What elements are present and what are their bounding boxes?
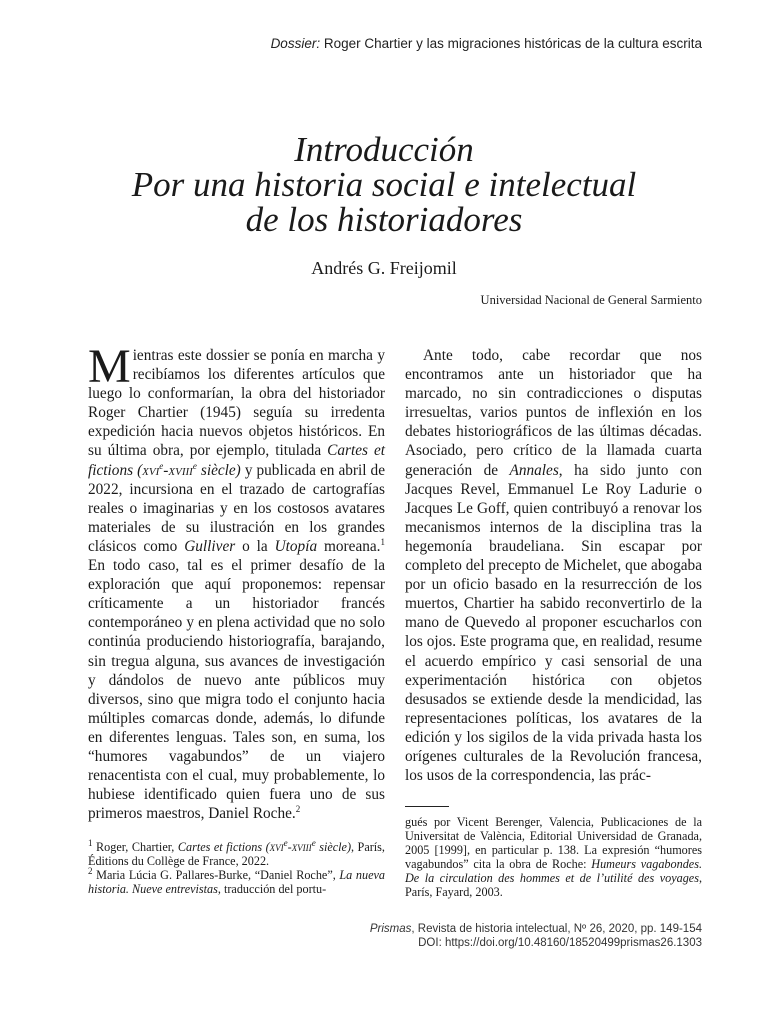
title-line-3: de los historiadores: [245, 200, 523, 239]
title-line-1: Introducción: [294, 130, 474, 169]
running-header: [271, 36, 702, 51]
footnote-divider: [405, 806, 449, 807]
footnote-1: $^1$ Roger, Chartier, Cartes et fictions (xvi$^e$-xviii$^e$ siècle), París, Éditions du Collège de France, 2022.: [88, 837, 385, 868]
text-run: moreana.: [317, 537, 381, 555]
text-run: , ha sido junto con Jacques Revel, Emmanuel Le Roy Ladurie o Jacques Le Goff, quien contribuyó a renovar los mecanismos internos de la disciplina tras la hegemonía braudeliana. Sin escapar por completo del precepto de Michelet, que abogaba por un oficio basado en la resurrección de los muertos, Chartier ha sabido reconvertirlo de la mano de Quevedo al proponer escucharlos con los ojos. Este programa que, en realidad, resume el acuerdo empírico y casi sensorial de una experimentación histórica con objetos desusados se extiende desde la mendicidad, las representaciones políticas, los avatares de la edición y los sigilos de la vida privada hasta los orígenes culturales de la Revolución francesa, los usos de la correspondencia, las prác-: [405, 461, 703, 785]
text-run: o la: [235, 537, 275, 555]
doi-link[interactable]: DOI: https://doi.org/10.48160/18520499prismas26.1303: [418, 937, 702, 949]
journal-name: Prismas: [369, 923, 412, 935]
work-title-utopia: Utopía: [274, 537, 318, 555]
footnote-2-continued: gués por Vicent Berenger, Valencia, Publicaciones de la Universitat de València, Editorial Universidad de Granada, 2005 [1999], en particular p. 138. La expresión “humores vagabundos” cita la obra de Roche: Humeurs vagabondes. De la circulation des hommes et de l’utilité des voyages, París, Fayard, 2003.: [405, 815, 702, 899]
author-affiliation: Universidad Nacional de General Sarmiento: [480, 293, 702, 307]
text-run: En todo caso, tal es el primer desafío de la exploración que aquí proponemos: repensar críticamente a un historiador francés contemporáneo y en plena actividad que no solo continúa produciendo historiografía, barajando, sin tregua alguna, sus avances de investigación y dándolos de nuevo ante públicos muy diversos, sino que migra todo el conjunto hacia múltiples comarcas donde, además, lo difunde en diferentes lenguas. Tales son, en suma, los “humores vagabundos” de un viajero renacentista con el cual, muy probablemente, lo hubiese identificado quien fuera uno de sus primeros maestros, Daniel Roche.: [88, 557, 385, 823]
footnote-2: $^2$ Maria Lúcia G. Pallares-Burke, “Daniel Roche”, La nueva historia. Nueve entrevistas, traducción del portu-: [88, 865, 385, 896]
citation-line: Prismas, Revista de historia intelectual, Nº 26, 2020, pp. 149-154: [369, 923, 702, 935]
header-text: Roger Chartier y las migraciones históricas de la cultura escrita: [323, 36, 702, 51]
footnote-ref-2[interactable]: 2: [295, 804, 301, 815]
body-column-right: [405, 346, 702, 785]
footnotes-right: [405, 815, 702, 899]
work-title-gulliver: Gulliver: [184, 537, 236, 555]
journal-name-annales: Annales: [509, 461, 559, 479]
article-title: [0, 132, 768, 237]
text-run: Ante todo, cabe recordar que nos encontramos ante un historiador que ha marcado, no sin contradicciones o disputas irresueltas, varios puntos de inflexión en los debates historiográficos de las últimas décadas. Asociado, pero crítico de la llamada cuarta generación de: [405, 347, 702, 479]
header-label: Dossier:: [270, 36, 321, 51]
drop-cap: M: [88, 340, 131, 393]
text-run: ientras este dossier se ponía en marcha y recibíamos los diferentes artículos que luego lo conformarían, la obra del historiador Roger Chartier (1945) seguía su irredenta expedición hacia nuevos objetos históricos. En su última obra, por ejemplo, titulada: [88, 347, 385, 460]
author-name: Andrés G. Freijomil: [311, 258, 457, 278]
paragraph: [405, 346, 702, 785]
title-line-2: Por una historia social e intelectual: [131, 165, 637, 204]
text-run: y publicada en abril de 2022, incursiona en el trazado de cartografías reales o imaginarias y en los costosos avatares materiales de su ilustración en los grandes clásicos como: [88, 461, 385, 555]
body-column-left: [88, 340, 385, 823]
footnote-ref-1[interactable]: 1: [380, 536, 385, 547]
work-title: Cartes et fictions (xvi$^e$-xviii$^e$ siècle): [88, 442, 385, 479]
footnotes-left: [88, 837, 385, 896]
paragraph: [88, 340, 385, 823]
page-footer: [370, 922, 702, 950]
